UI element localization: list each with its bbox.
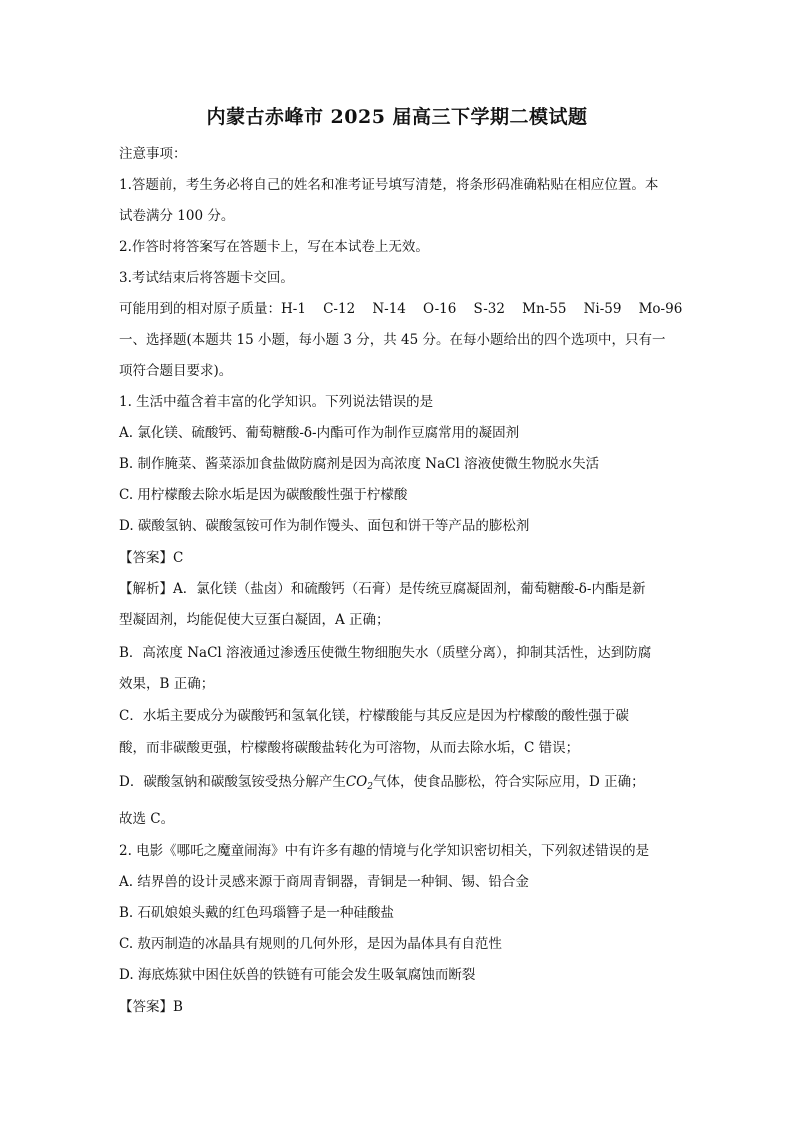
analysis-line: 效果，B 正确； xyxy=(119,676,215,692)
answer-label: 【答案】B xyxy=(119,999,183,1015)
question-option: D. 海底炼狱中困住妖兽的铁链有可能会发生吸氧腐蚀而断裂 xyxy=(119,967,476,983)
answer-label: 【答案】C xyxy=(119,550,184,566)
question-option: A. 结界兽的设计灵感来源于商周青铜器，青铜是一种铜、锡、铅合金 xyxy=(119,874,529,890)
question-option: B. 石矶娘娘头戴的红色玛瑙簪子是一种硅酸盐 xyxy=(119,905,395,921)
question-stem: 1. 生活中蕴含着丰富的化学知识。下列说法错误的是 xyxy=(119,394,434,410)
co2-subscript: 2 xyxy=(367,782,373,792)
co2-main: CO xyxy=(345,774,368,790)
question-option: D. 碳酸氢钠、碳酸氢铵可作为制作馒头、面包和饼干等产品的膨松剂 xyxy=(119,518,530,534)
analysis-line: 酸，而非碳酸更强，柠檬酸将碳酸盐转化为可溶物，从而去除水垢，C 错误； xyxy=(119,740,580,756)
note-line: 试卷满分 100 分。 xyxy=(119,208,235,224)
note-line: 2.作答时将答案写在答题卡上，写在本试卷上无效。 xyxy=(119,239,429,255)
section-heading: 一、选择题(本题共 15 小题，每小题 3 分，共 45 分。在每小题给出的四个选项中，只有一 xyxy=(119,332,666,348)
note-line: 1.答题前，考生务必将自己的姓名和准考证号填写清楚，将条形码准确粘贴在相应位置。本 xyxy=(119,177,659,193)
analysis-line: 型凝固剂，均能促使大豆蛋白凝固，A 正确； xyxy=(119,612,390,628)
note-line: 3.考试结束后将答题卡交回。 xyxy=(119,270,294,286)
section-heading: 项符合题目要求)。 xyxy=(119,363,233,379)
analysis-d-after: 气体，使食品膨松，符合实际应用，D 正确； xyxy=(372,774,645,790)
question-stem: 2. 电影《哪吒之魔童闹海》中有许多有趣的情境与化学知识密切相关，下列叙述错误的是 xyxy=(119,843,650,859)
question-option: A. 氯化镁、硫酸钙、葡萄糖酸-δ-内酯可作为制作豆腐常用的凝固剂 xyxy=(119,425,520,441)
conclusion: 故选 C。 xyxy=(119,811,175,827)
notes-header: 注意事项： xyxy=(119,146,187,162)
question-option: C. 用柠檬酸去除水垢是因为碳酸酸性强于柠檬酸 xyxy=(119,487,408,503)
analysis-d-before: D．碳酸氢钠和碳酸氢铵受热分解产生 xyxy=(119,774,346,790)
analysis-line: B．高浓度 NaCl 溶液通过渗透压使微生物细胞失水（质壁分离），抑制其活性，达到防腐 xyxy=(119,645,652,661)
co2-formula xyxy=(346,774,373,790)
page-title: 内蒙古赤峰市 2025 届高三下学期二模试题 xyxy=(206,106,588,128)
question-option: B. 制作腌菜、酱菜添加食盐做防腐剂是因为高浓度 NaCl 溶液使微生物脱水失活 xyxy=(119,456,600,472)
analysis-line: 【解析】A．氯化镁（盐卤）和硫酸钙（石膏）是传统豆腐凝固剂，葡萄糖酸-δ-内酯是新 xyxy=(119,581,646,597)
question-option: C. 敖丙制造的冰晶具有规则的几何外形，是因为晶体具有自范性 xyxy=(119,936,502,952)
analysis-line-d xyxy=(119,772,679,792)
atomic-masses: 可能用到的相对原子质量：H-1 C-12 N-14 O-16 S-32 Mn-55 Ni-59 Mo-96 xyxy=(119,301,683,317)
analysis-line: C．水垢主要成分为碳酸钙和氢氧化镁，柠檬酸能与其反应是因为柠檬酸的酸性强于碳 xyxy=(119,708,629,724)
